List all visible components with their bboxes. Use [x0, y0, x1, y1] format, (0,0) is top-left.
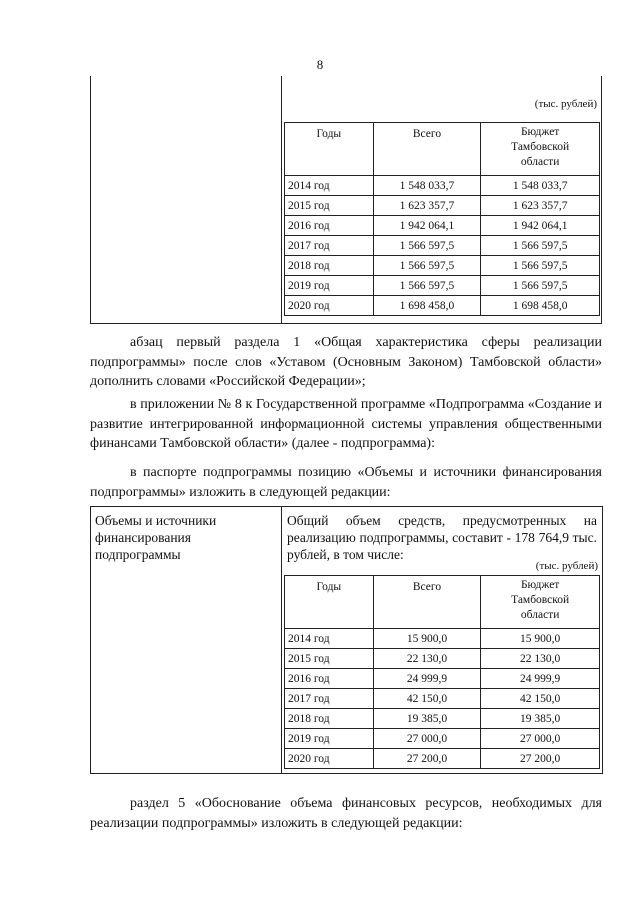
- passport-table-unit: (тыс. рублей): [535, 560, 598, 572]
- passport-header-budget-l3: области: [520, 609, 560, 621]
- table1-row: [285, 176, 600, 196]
- passport-table: [284, 575, 600, 769]
- passport-table-row: [285, 709, 600, 729]
- table1-cell: 1 566 597,5: [373, 236, 481, 256]
- passport-table-cell: 24 999,9: [373, 669, 481, 689]
- passport-table-cell: 24 999,9: [481, 669, 600, 689]
- paragraph-3: в паспорте подпрограммы позицию «Объемы и источники финансирования подпрограммы» изложить в следующей редакции:: [90, 465, 602, 500]
- page-number: 8: [316, 57, 324, 72]
- table1-cell: 2016 год: [285, 216, 374, 236]
- passport-header-budget-l1: Бюджет: [520, 579, 560, 591]
- table1-cell: 2018 год: [285, 256, 374, 276]
- table1-cell: 1 566 597,5: [481, 256, 600, 276]
- passport-table-cell: 2016 год: [285, 669, 374, 689]
- passport-table-cell: 2019 год: [285, 729, 374, 749]
- table1-row: [285, 296, 600, 316]
- passport-table-cell: 2020 год: [285, 749, 374, 769]
- paragraph-1: абзац первый раздела 1 «Общая характеристика сферы реализации подпрограммы» после слов «Уставом (Основным Законом) Тамбовской области» дополнить словами «Российской Федерации»;: [90, 335, 602, 389]
- table1-cell: 2019 год: [285, 276, 374, 296]
- passport-table-cell: 19 385,0: [373, 709, 481, 729]
- passport-table-cell: 42 150,0: [373, 689, 481, 709]
- passport-label: Объемы и источники финансирования подпрограммы: [95, 513, 217, 562]
- table1-cell: 1 566 597,5: [373, 276, 481, 296]
- table1-cell: 2015 год: [285, 196, 374, 216]
- passport-header-total: Всего: [373, 576, 481, 629]
- passport-table-cell: 27 000,0: [373, 729, 481, 749]
- table1-unit: (тыс. рублей): [534, 98, 597, 110]
- table1-cell: 1 566 597,5: [481, 236, 600, 256]
- table1-row: [285, 276, 600, 296]
- passport-table-cell: 2015 год: [285, 649, 374, 669]
- passport-table-cell: 27 200,0: [481, 749, 600, 769]
- table1-header-budget-l2: Тамбовской: [511, 141, 570, 153]
- table1-header-years: Годы: [285, 123, 374, 176]
- passport-table-cell: 22 130,0: [373, 649, 481, 669]
- table1-header-total: Всего: [373, 123, 481, 176]
- table1-cell: 1 548 033,7: [373, 176, 481, 196]
- table1-row: [285, 236, 600, 256]
- passport-table-cell: 15 900,0: [481, 629, 600, 649]
- passport-header-years: Годы: [285, 576, 374, 629]
- table1-cell: 1 566 597,5: [373, 256, 481, 276]
- passport-table-cell: 22 130,0: [481, 649, 600, 669]
- passport-table-cell: 27 200,0: [373, 749, 481, 769]
- table1-cell: 1 942 064,1: [481, 216, 600, 236]
- table1-row: [285, 216, 600, 236]
- paragraph-2: в приложении № 8 к Государственной программе «Подпрограмма «Создание и развитие интегрированной информационной системы управления общественными финансами Тамбовской области» (далее - подпрограмма):: [90, 397, 602, 451]
- passport-table-cell: 15 900,0: [373, 629, 481, 649]
- financing-table-box-continued: [90, 76, 602, 324]
- passport-table-row: [285, 749, 600, 769]
- passport-table-row: [285, 689, 600, 709]
- passport-table-cell: 42 150,0: [481, 689, 600, 709]
- passport-table-row: [285, 729, 600, 749]
- table1-header-budget-l1: Бюджет: [520, 126, 560, 138]
- table1-cell: 1 942 064,1: [373, 216, 481, 236]
- table1-cell: 1 566 597,5: [481, 276, 600, 296]
- passport-text: Общий объем средств, предусмотренных на реализацию подпрограммы, составит - 178 764,9 тыс. рублей, в том числе:: [287, 513, 597, 562]
- passport-table-row: [285, 629, 600, 649]
- table1-row: [285, 196, 600, 216]
- table1-cell: 1 623 357,7: [481, 196, 600, 216]
- table1-cell: 2014 год: [285, 176, 374, 196]
- table1-header-budget-l3: области: [520, 156, 560, 168]
- table1-header-row: [285, 123, 600, 176]
- passport-header-budget: [481, 576, 600, 629]
- passport-table-row: [285, 669, 600, 689]
- passport-financing-box: [90, 506, 603, 774]
- passport-header-budget-l2: Тамбовской: [511, 594, 570, 606]
- passport-table-cell: 2017 год: [285, 689, 374, 709]
- table1-cell: 1 623 357,7: [373, 196, 481, 216]
- passport-table-cell: 19 385,0: [481, 709, 600, 729]
- table1-cell: 1 548 033,7: [481, 176, 600, 196]
- table1-cell: 1 698 458,0: [481, 296, 600, 316]
- table1-cell: 2020 год: [285, 296, 374, 316]
- passport-table-cell: 2018 год: [285, 709, 374, 729]
- column-divider: [281, 507, 282, 773]
- passport-table-header-row: [285, 576, 600, 629]
- paragraph-4: раздел 5 «Обоснование объема финансовых ресурсов, необходимых для реализации подпрограммы» изложить в следующей редакции:: [90, 796, 602, 831]
- column-divider: [281, 76, 282, 323]
- passport-table-row: [285, 649, 600, 669]
- table1-row: [285, 256, 600, 276]
- table1-header-budget: [481, 123, 600, 176]
- table1-cell: 1 698 458,0: [373, 296, 481, 316]
- table1-cell: 2017 год: [285, 236, 374, 256]
- passport-table-cell: 27 000,0: [481, 729, 600, 749]
- passport-table-cell: 2014 год: [285, 629, 374, 649]
- table1: [284, 122, 600, 316]
